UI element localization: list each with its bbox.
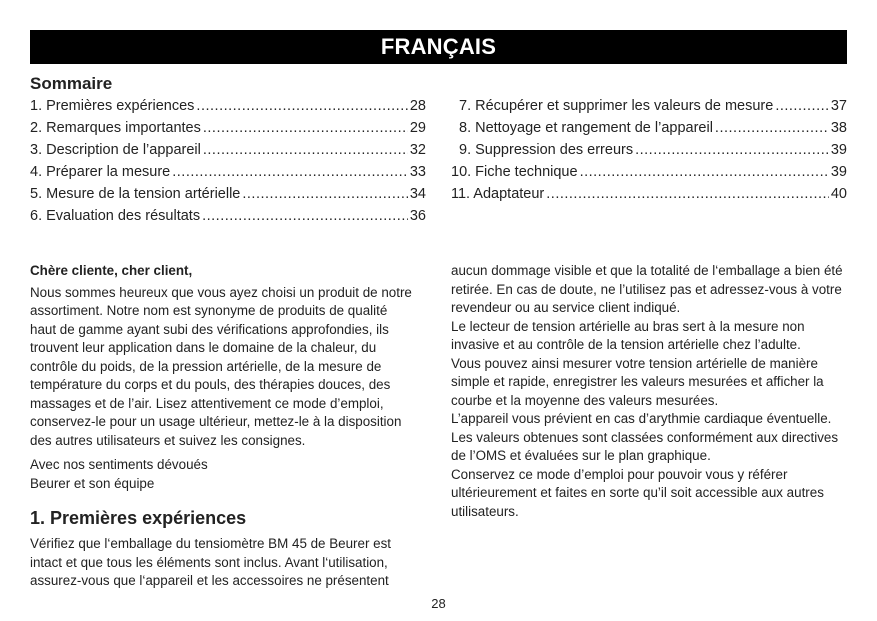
toc-leader — [775, 98, 829, 114]
toc-item-page: 37 — [830, 98, 847, 114]
toc-leader — [172, 164, 408, 180]
toc-item-page: 40 — [830, 186, 847, 202]
toc-item[interactable] — [30, 208, 426, 230]
toc-item-label: 10. Fiche technique — [451, 164, 578, 180]
toc-item[interactable] — [30, 164, 426, 186]
signoff-line: Avec nos sentiments dévoués — [30, 457, 208, 472]
toc-item[interactable] — [30, 142, 426, 164]
toc-item-page: 33 — [409, 164, 426, 180]
toc-item[interactable] — [451, 120, 847, 142]
toc-item-page: 38 — [830, 120, 847, 136]
toc-leader — [580, 164, 829, 180]
toc-item-label: 4. Préparer la mesure — [30, 164, 171, 180]
toc-item-label: 11. Adaptateur — [451, 186, 545, 202]
toc-left-column — [30, 98, 426, 230]
toc-item[interactable] — [30, 186, 426, 208]
toc-item-label: 3. Description de l’appareil — [30, 142, 201, 158]
toc-leader — [242, 186, 407, 202]
toc-item-label: 8. Nettoyage et rangement de l’appareil — [459, 120, 713, 136]
toc-right-column — [451, 98, 847, 208]
page-number: 28 — [431, 596, 446, 611]
toc-item[interactable] — [451, 98, 847, 120]
keep-manual-paragraph: Conservez ce mode d’emploi pour pouvoir vous y référer ultérieurement et faites en sorte qu’il soit accessible aux autres utilisateurs. — [451, 466, 824, 519]
body-right-column — [451, 262, 849, 521]
toc-item-label: 7. Récupérer et supprimer les valeurs de mesure — [459, 98, 774, 114]
greeting: Chère cliente, cher client, — [30, 263, 193, 278]
toc-item-page: 34 — [409, 186, 426, 202]
toc-item[interactable] — [30, 98, 426, 120]
section-title: 1. Premières expériences — [30, 508, 247, 528]
toc-item-page: 39 — [830, 142, 847, 158]
toc-item-label: 2. Remarques importantes — [30, 120, 201, 136]
toc-item[interactable] — [451, 186, 847, 208]
section-paragraph: Vérifiez que l‘emballage du tensiomètre BM 45 de Beurer est intact et que tous les éléments sont inclus. Avant l‘utilisation, assurez-vous que l‘appareil et les accessoires ne présentent — [30, 536, 391, 588]
continued-paragraph: aucun dommage visible et que la totalité de l‘emballage a bien été retirée. En cas de doute, ne l’utilisez pas et adressez-vous à votre revendeur ou au service client indiqué. — [451, 263, 843, 315]
toc-item[interactable] — [451, 142, 847, 164]
signoff-signature: Beurer et son équipe — [30, 475, 155, 491]
features-paragraph: Vous pouvez ainsi mesurer votre tension artérielle de manière simple et rapide, enregistrer les valeurs mesurées et afficher la courbe et la moyenne des valeurs mesurées. — [451, 355, 824, 408]
intro-paragraph: Nous sommes heureux que vous ayez choisi un produit de notre assortiment. Notre nom est synonyme de produits de qualité haut de gamme ayant subi des vérifications approfondies, ils trouvent leur application dans le domaine de la chaleur, du contrôle du poids, de la pression artérielle, de la mesure de température du corps et du pouls, des thérapies douces, des massages et de l’air. Lisez attentivement ce mode d’emploi, conservez-le pour un usage ultérieur, mettez-le à la disposition des autres utilisateurs et suivez les consignes. — [30, 284, 412, 448]
toc-leader — [546, 186, 829, 202]
toc-leader — [202, 208, 408, 224]
purpose-paragraph: Le lecteur de tension artérielle au bras sert à la mesure non invasive et au contrôle de la tension artérielle chez l’adulte. — [451, 318, 805, 352]
toc-item-page: 28 — [409, 98, 426, 114]
toc-item-label: 6. Evaluation des résultats — [30, 208, 201, 224]
toc-item-page: 39 — [830, 164, 847, 180]
toc-leader — [203, 120, 408, 136]
toc-leader — [203, 142, 408, 158]
toc-leader — [196, 98, 407, 114]
toc-item-label: 9. Suppression des erreurs — [459, 142, 634, 158]
body-left-column — [30, 262, 414, 591]
toc-item[interactable] — [30, 120, 426, 142]
toc-item[interactable] — [451, 164, 847, 186]
language-header — [30, 30, 847, 64]
language-title: FRANÇAIS — [380, 34, 497, 59]
toc-leader — [715, 120, 829, 136]
toc-item-page: 29 — [409, 120, 426, 136]
toc-title: Sommaire — [30, 74, 113, 93]
who-paragraph: Les valeurs obtenues sont classées conformément aux directives de l’OMS et évaluées sur le plan graphique. — [451, 429, 839, 463]
toc-leader — [635, 142, 829, 158]
arrhythmia-paragraph: L’appareil vous prévient en cas d’arythmie cardiaque éventuelle. — [451, 411, 832, 426]
toc-item-label: 1. Premières expériences — [30, 98, 195, 114]
toc-item-page: 32 — [409, 142, 426, 158]
toc-item-label: 5. Mesure de la tension artérielle — [30, 186, 241, 202]
toc-item-page: 36 — [409, 208, 426, 224]
